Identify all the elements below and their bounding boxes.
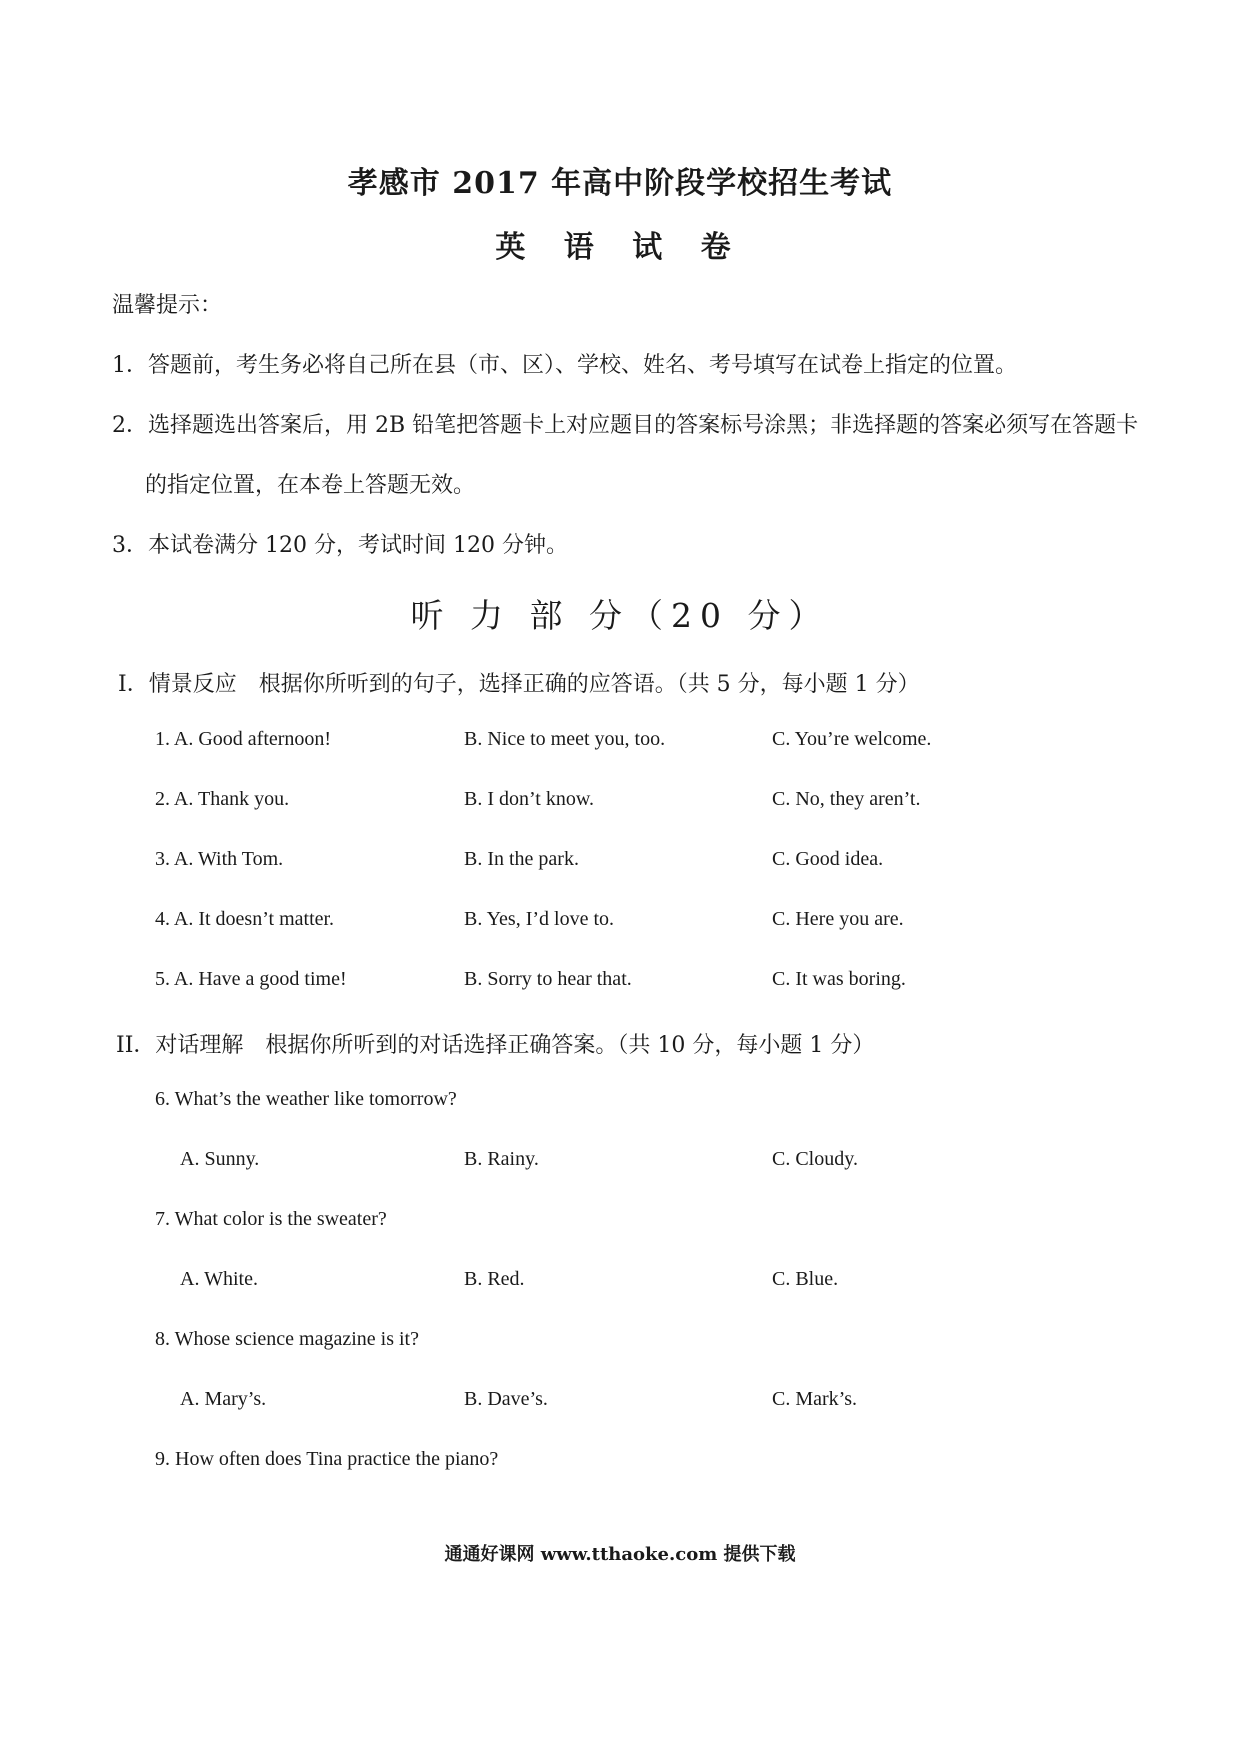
part2-heading: II．对话理解 根据你所听到的对话选择正确答案。（共 10 分，每小题 1 分）	[116, 1033, 875, 1058]
q3-option-c: C. Good idea.	[772, 848, 884, 870]
q7-option-c: C. Blue.	[772, 1268, 839, 1290]
q8-option-b: B. Dave’s.	[464, 1388, 548, 1410]
part1-heading: I．情景反应 根据你所听到的句子，选择正确的应答语。（共 5 分，每小题 1 分）	[118, 672, 920, 697]
page-footer: 通通好课网 www.tthaoke.com 提供下载	[444, 1544, 796, 1565]
notice-label: 温馨提示：	[112, 293, 223, 318]
q5-option-c: C. It was boring.	[772, 968, 906, 990]
q6-option-b: B. Rainy.	[464, 1148, 539, 1170]
q8-option-a: A. Mary’s.	[180, 1388, 267, 1410]
q1-option-a: 1. A. Good afternoon!	[155, 728, 332, 750]
q2-option-a: 2. A. Thank you.	[155, 788, 290, 810]
q1-option-c: C. You’re welcome.	[772, 728, 932, 750]
q9-question: 9. How often does Tina practice the piano?	[155, 1448, 499, 1470]
q8-option-c: C. Mark’s.	[772, 1388, 857, 1410]
q6-option-c: C. Cloudy.	[772, 1148, 858, 1170]
q1-option-b: B. Nice to meet you, too.	[464, 728, 666, 750]
q2-option-c: C. No, they aren’t.	[772, 788, 921, 810]
notice-item-2: 2．选择题选出答案后，用 2B 铅笔把答题卡上对应题目的答案标号涂黑；非选择题的答案必须写在答题卡	[112, 413, 1139, 438]
exam-subtitle: 英 语 试 卷	[495, 230, 745, 265]
q2-option-b: B. I don’t know.	[464, 788, 594, 810]
q6-question: 6. What’s the weather like tomorrow?	[155, 1088, 457, 1110]
q6-option-a: A. Sunny.	[180, 1148, 260, 1170]
listening-section-title: 听 力 部 分（20 分）	[410, 596, 830, 635]
q3-option-a: 3. A. With Tom.	[155, 848, 284, 870]
q4-option-c: C. Here you are.	[772, 908, 904, 930]
exam-title: 孝感市 2017 年高中阶段学校招生考试	[347, 166, 893, 201]
q7-question: 7. What color is the sweater?	[155, 1208, 387, 1230]
notice-item-1: 1．答题前，考生务必将自己所在县（市、区）、学校、姓名、考号填写在试卷上指定的位置。	[112, 353, 1018, 378]
q4-option-b: B. Yes, I’d love to.	[464, 908, 615, 930]
q8-question: 8. Whose science magazine is it?	[155, 1328, 419, 1350]
q4-option-a: 4. A. It doesn’t matter.	[155, 908, 335, 930]
notice-item-3: 3．本试卷满分 120 分，考试时间 120 分钟。	[112, 533, 568, 558]
q7-option-a: A. White.	[180, 1268, 258, 1290]
q3-option-b: B. In the park.	[464, 848, 579, 870]
q7-option-b: B. Red.	[464, 1268, 525, 1290]
q5-option-a: 5. A. Have a good time!	[155, 968, 347, 990]
q5-option-b: B. Sorry to hear that.	[464, 968, 632, 990]
notice-item-2-cont: 的指定位置，在本卷上答题无效。	[145, 473, 476, 498]
